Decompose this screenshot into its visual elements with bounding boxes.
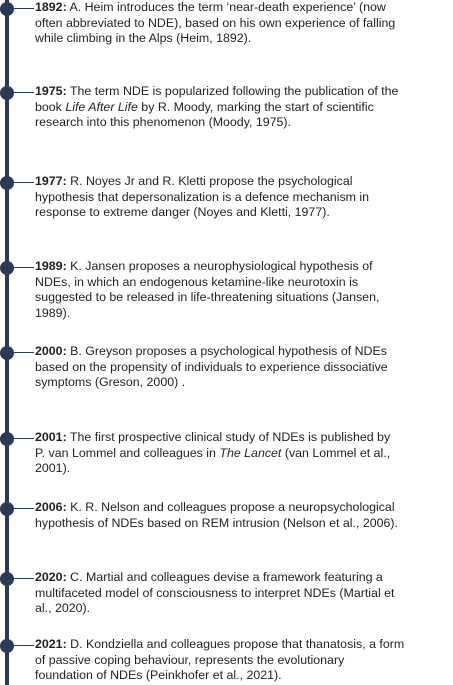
event-text-segment: P. van Lommel and colleagues in	[35, 445, 220, 460]
event-text-line	[35, 653, 453, 669]
event-description	[35, 259, 453, 321]
timeline-connector	[12, 267, 34, 268]
event-text-line	[35, 115, 453, 131]
event-text-segment: al., 2020).	[35, 601, 91, 615]
event-text-segment: often abbreviated to NDE), based on his own experience of falling	[35, 15, 396, 30]
event-year: 2000:	[35, 344, 67, 358]
event-year: 2001:	[35, 430, 67, 444]
event-text-segment: book	[35, 99, 66, 114]
event-text-line	[35, 500, 453, 516]
event-text-line	[35, 100, 453, 116]
event-text-segment: (van Lommel et al.,	[281, 445, 391, 460]
event-text-line	[35, 84, 453, 100]
event-text-segment: NDEs, in which an endogenous ketamine-like neurotoxin is	[35, 274, 359, 289]
event-text-line	[35, 375, 453, 391]
event-text-segment: B. Greyson proposes a psychological hypothesis of NDEs	[66, 344, 387, 358]
event-text-line	[35, 205, 453, 221]
event-text-segment: hypothesis that depersonalization is a defence mechanism in	[35, 189, 370, 204]
event-text-segment: suggested to be released in life-threatening situations (Jansen,	[35, 290, 380, 304]
event-description	[35, 344, 453, 391]
event-text-line	[35, 516, 453, 532]
event-text-segment: A. Heim introduces the term ‘near-death experience’ (now	[66, 0, 386, 14]
event-description	[35, 0, 453, 47]
timeline-dot	[0, 2, 14, 16]
event-text-line	[35, 668, 453, 684]
event-year: 2020:	[35, 570, 67, 584]
event-text-line	[35, 259, 453, 275]
timeline-dot	[0, 572, 14, 586]
event-text-segment: of passive coping behaviour, represents the evolutionary	[35, 652, 345, 667]
timeline-connector	[12, 352, 34, 353]
event-text-line	[35, 0, 453, 16]
event-description	[35, 430, 453, 477]
event-description	[35, 500, 453, 531]
event-text-segment: by R. Moody, marking the start of scientific	[137, 99, 374, 114]
event-year: 2021:	[35, 637, 67, 651]
event-text-line	[35, 31, 453, 47]
event-text-segment: response to extreme danger (Noyes and Kletti, 1977).	[35, 205, 330, 219]
event-title-italic: The Lancet	[219, 445, 282, 460]
event-text-line	[35, 275, 453, 291]
event-text-line	[35, 637, 453, 653]
timeline-connector	[12, 508, 34, 509]
event-text-segment: C. Martial and colleagues devise a framework featuring a	[66, 570, 383, 584]
event-year: 1977:	[35, 174, 67, 188]
event-text-segment: The term NDE is popularized following the publication of the	[66, 84, 399, 98]
event-text-segment: foundation of NDEs (Peinkhofer et al., 2021).	[35, 668, 282, 682]
event-text-line	[35, 190, 453, 206]
event-text-line	[35, 16, 453, 32]
event-text-segment: K. Jansen proposes a neurophysiological hypothesis of	[66, 259, 373, 273]
timeline-dot	[0, 261, 14, 275]
event-text-line	[35, 461, 453, 477]
event-title-italic: Life After Life	[65, 99, 138, 114]
event-text-segment: multifaceted model of consciousness to interpret NDEs (Martial et	[35, 585, 395, 600]
timeline-dot	[0, 346, 14, 360]
event-text-line	[35, 290, 453, 306]
event-text-line	[35, 601, 453, 617]
event-description	[35, 570, 453, 617]
event-year: 1892:	[35, 0, 67, 14]
timeline-connector	[12, 8, 34, 9]
event-text-segment: 2001).	[35, 461, 71, 475]
event-text-line	[35, 360, 453, 376]
event-description	[35, 84, 453, 131]
event-year: 2006:	[35, 500, 67, 514]
event-text-line	[35, 446, 453, 462]
event-text-segment: hypothesis of NDEs based on REM intrusion (Nelson et al., 2006).	[35, 515, 398, 530]
event-text-segment: K. R. Nelson and colleagues propose a neuropsychological	[66, 500, 395, 514]
event-text-segment: symptoms (Greson, 2000) .	[35, 375, 186, 389]
event-text-segment: research into this phenomenon (Moody, 1975).	[35, 115, 291, 129]
event-text-line	[35, 430, 453, 446]
timeline-connector	[12, 438, 34, 439]
timeline-dot	[0, 86, 14, 100]
event-text-segment: 1989).	[35, 305, 71, 320]
event-text-line	[35, 174, 453, 190]
timeline-connector	[12, 182, 34, 183]
timeline-dot	[0, 502, 14, 516]
timeline-dot	[0, 176, 14, 190]
event-text-segment: based on the propensity of individuals to experience dissociative	[35, 359, 388, 374]
event-text-line	[35, 586, 453, 602]
event-text-line	[35, 306, 453, 322]
event-description	[35, 174, 453, 221]
timeline-connector	[12, 92, 34, 93]
event-text-line	[35, 570, 453, 586]
timeline-dot	[0, 432, 14, 446]
event-text-segment: D. Kondziella and colleagues propose that thanatosis, a form	[66, 637, 405, 651]
event-year: 1975:	[35, 84, 67, 98]
event-text-segment: while climbing in the Alps (Heim, 1892).	[35, 31, 252, 45]
event-text-line	[35, 344, 453, 360]
timeline-connector	[12, 578, 34, 579]
event-text-segment: R. Noyes Jr and R. Kletti propose the psychological	[66, 174, 353, 188]
timeline-dot	[0, 639, 14, 653]
event-year: 1989:	[35, 259, 67, 273]
event-description	[35, 637, 453, 684]
event-text-segment: The first prospective clinical study of NDEs is published by	[66, 430, 391, 444]
timeline-connector	[12, 645, 34, 646]
